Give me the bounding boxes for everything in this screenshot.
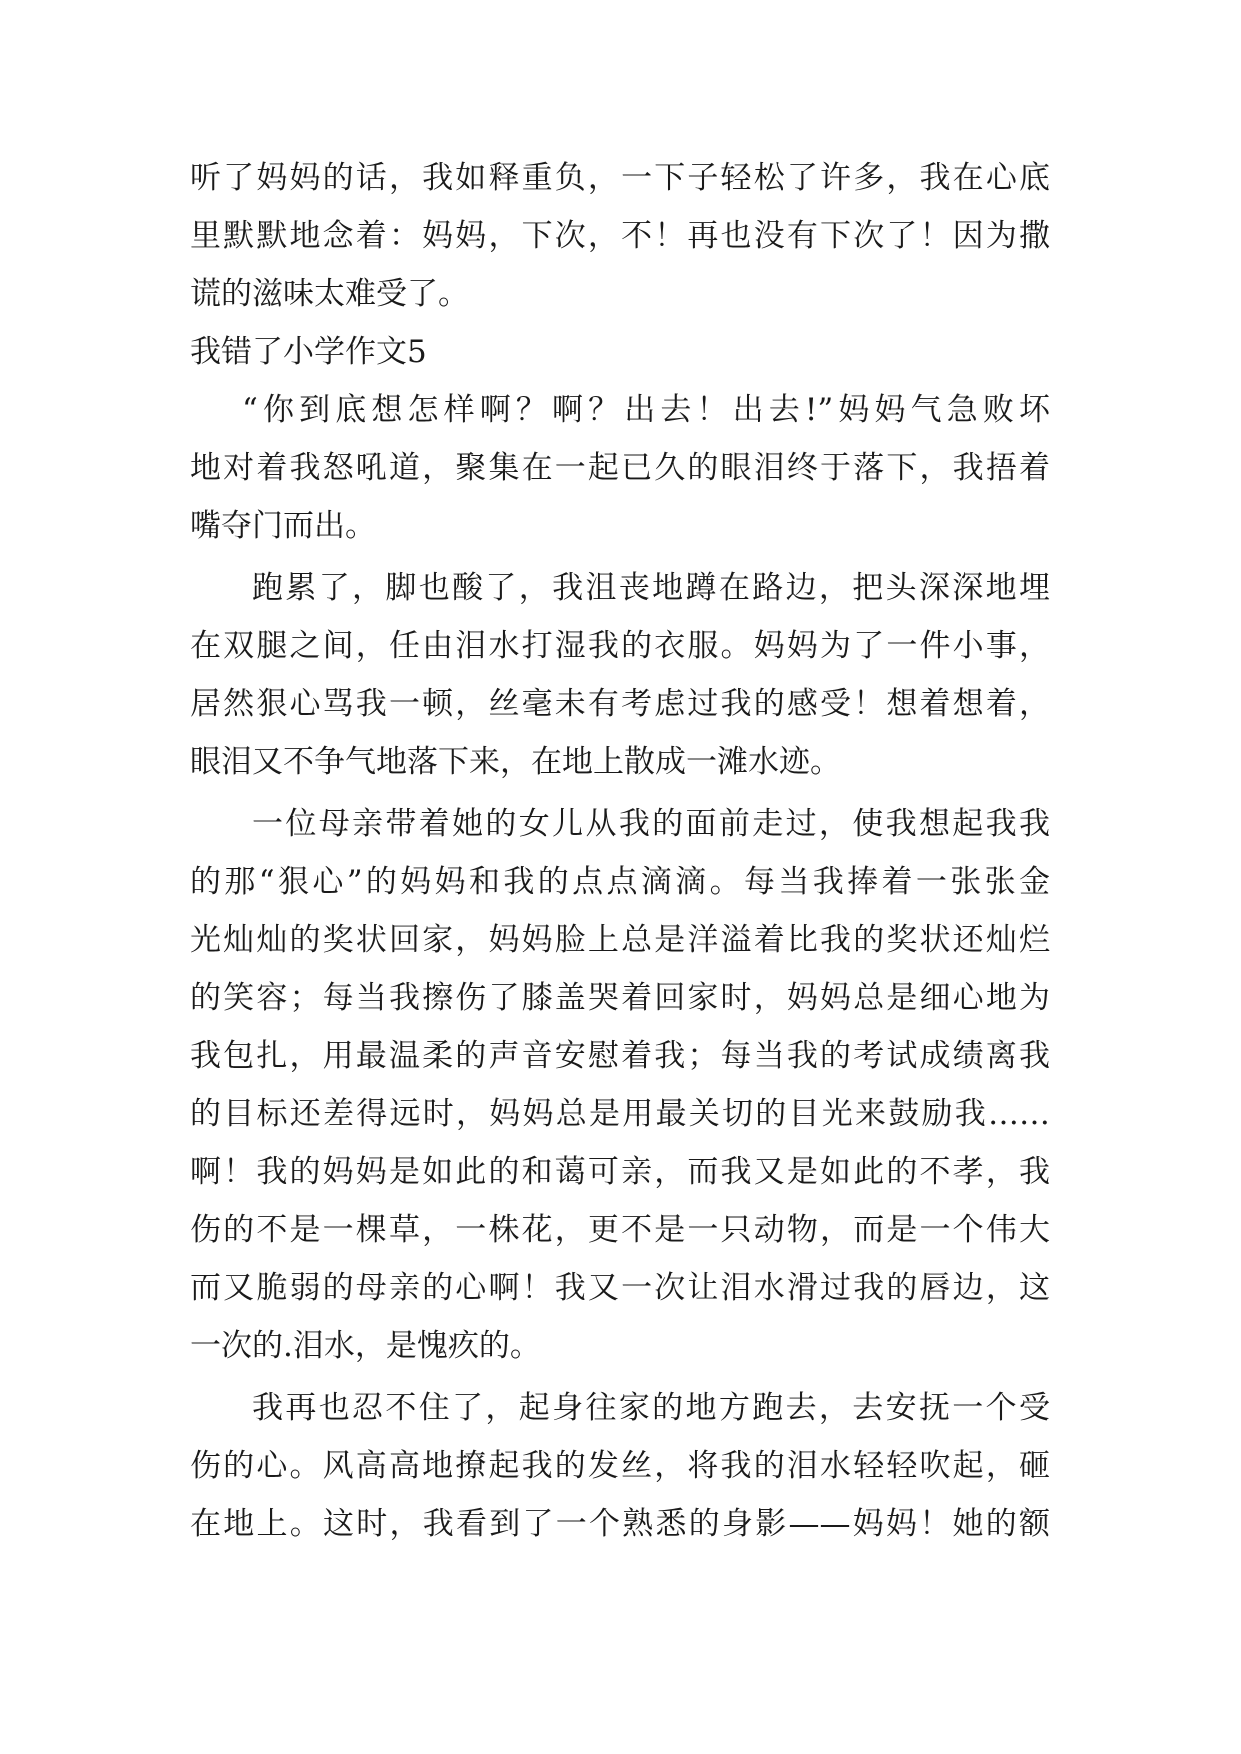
text-line: 嘴夺门而出。 [190,508,376,544]
text-line: 眼泪又不争气地落下来，在地上散成一滩水迹。 [190,744,841,780]
text-line: 啊！我的妈妈是如此的和蔼可亲，而我又是如此的不孝，我 [190,1154,1050,1190]
text-line: 在地上。这时，我看到了一个熟悉的身影——妈妈！她的额 [190,1506,1050,1542]
text-line: 光灿灿的奖状回家，妈妈脸上总是洋溢着比我的奖状还灿烂 [190,922,1050,958]
text-line: 伤的心。风高高地撩起我的发丝，将我的泪水轻轻吹起，砸 [190,1448,1050,1484]
text-line: 地对着我怒吼道，聚集在一起已久的眼泪终于落下，我捂着 [190,450,1050,486]
text-line: 伤的不是一棵草，一株花，更不是一只动物，而是一个伟大 [190,1212,1050,1248]
text-line: 里默默地念着：妈妈，下次，不！再也没有下次了！因为撒 [190,218,1050,254]
text-line: 的笑容；每当我擦伤了膝盖哭着回家时，妈妈总是细心地为 [190,980,1050,1016]
text-line: 居然狠心骂我一顿，丝毫未有考虑过我的感受！想着想着， [190,686,1050,722]
text-line: 而又脆弱的母亲的心啊！我又一次让泪水滑过我的唇边，这 [190,1270,1050,1306]
text-line: 在双腿之间，任由泪水打湿我的衣服。妈妈为了一件小事， [190,628,1050,664]
section-heading: 我错了小学作文5 [190,334,427,370]
text-line: 谎的滋味太难受了。 [190,276,469,312]
text-line: 我包扎，用最温柔的声音安慰着我；每当我的考试成绩离我 [190,1038,1050,1074]
text-line: 的目标还差得远时，妈妈总是用最关切的目光来鼓励我…… [190,1096,1050,1132]
text-line: 跑累了，脚也酸了，我沮丧地蹲在路边，把头深深地埋 [252,570,1050,606]
text-line: 一次的.泪水，是愧疚的。 [190,1328,541,1364]
text-line: 听了妈妈的话，我如释重负，一下子轻松了许多，我在心底 [190,160,1050,196]
text-line: 我再也忍不住了，起身往家的地方跑去，去安抚一个受 [252,1390,1050,1426]
text-line: “你到底想怎样啊？啊？出去！出去!”妈妈气急败坏 [242,392,1050,428]
text-line: 的那“狠心”的妈妈和我的点点滴滴。每当我捧着一张张金 [190,864,1050,900]
text-line: 一位母亲带着她的女儿从我的面前走过，使我想起我我 [252,806,1050,842]
